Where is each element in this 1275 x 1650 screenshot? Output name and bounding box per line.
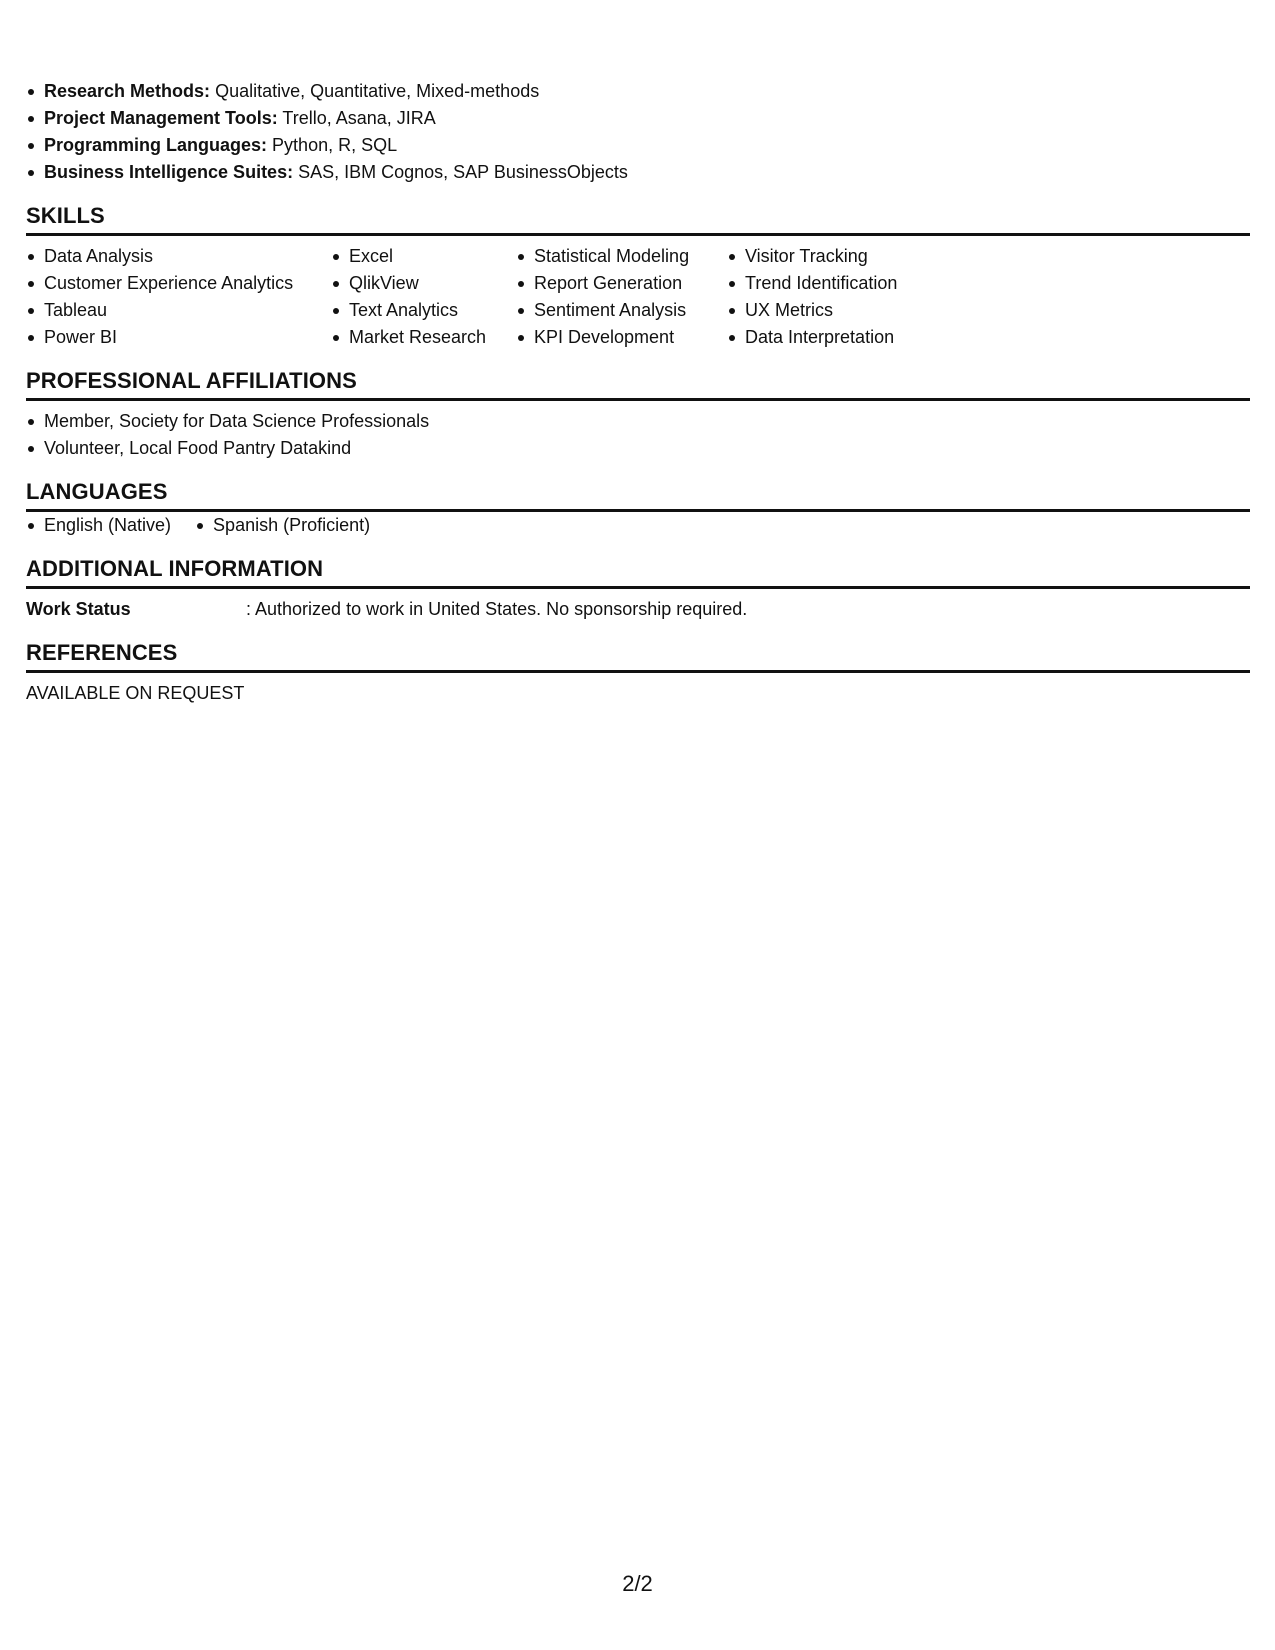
skill-item: KPI Development: [516, 324, 727, 351]
language-item: English (Native): [26, 512, 171, 539]
skill-item: Sentiment Analysis: [516, 297, 727, 324]
references-text: AVAILABLE ON REQUEST: [26, 683, 245, 703]
skill-item: Excel: [331, 243, 516, 270]
skill-item: Report Generation: [516, 270, 727, 297]
page-number: 2/2: [622, 1571, 653, 1596]
section-title-affiliations: PROFESSIONAL AFFILIATIONS: [26, 367, 1250, 401]
work-status-value: : Authorized to work in United States. No sponsorship required.: [246, 599, 748, 619]
additional-info-section: [26, 555, 1250, 623]
section-title-skills: SKILLS: [26, 202, 1250, 236]
section-title-references: REFERENCES: [26, 639, 1250, 673]
languages-section: [26, 478, 1250, 539]
skill-item: QlikView: [331, 270, 516, 297]
skill-item: Tableau: [26, 297, 331, 324]
list-item: [26, 105, 1250, 132]
skills-grid: [26, 243, 1250, 351]
list-item: Member, Society for Data Science Professionals: [26, 408, 1250, 435]
affiliations-section: [26, 367, 1250, 462]
skill-item: Customer Experience Analytics: [26, 270, 331, 297]
languages-list: [26, 512, 1250, 539]
tool-label: Programming Languages:: [44, 135, 268, 155]
skill-item: Text Analytics: [331, 297, 516, 324]
work-status-label: Work Status: [26, 599, 131, 619]
tool-value: SAS, IBM Cognos, SAP BusinessObjects: [298, 162, 628, 182]
skills-section: [26, 202, 1250, 351]
skill-item: UX Metrics: [727, 297, 947, 324]
tool-value: Qualitative, Quantitative, Mixed-methods: [215, 81, 540, 101]
skill-item: Visitor Tracking: [727, 243, 947, 270]
section-title-languages: LANGUAGES: [26, 478, 1250, 512]
resume-page: [26, 78, 1250, 707]
section-title-additional: ADDITIONAL INFORMATION: [26, 555, 1250, 589]
affiliations-list: [26, 408, 1250, 462]
work-status-row: [26, 596, 1250, 623]
list-item: [26, 78, 1250, 105]
list-item: [26, 159, 1250, 186]
tool-value: Trello, Asana, JIRA: [282, 108, 436, 128]
skill-item: Statistical Modeling: [516, 243, 727, 270]
references-section: [26, 639, 1250, 707]
skill-item: Data Analysis: [26, 243, 331, 270]
tool-label: Business Intelligence Suites:: [44, 162, 294, 182]
list-item: Volunteer, Local Food Pantry Datakind: [26, 435, 1250, 462]
skill-item: Trend Identification: [727, 270, 947, 297]
list-item: [26, 132, 1250, 159]
tool-label: Research Methods:: [44, 81, 211, 101]
tool-label: Project Management Tools:: [44, 108, 278, 128]
skills-column: [331, 243, 516, 351]
language-item: Spanish (Proficient): [195, 512, 370, 539]
skill-item: Data Interpretation: [727, 324, 947, 351]
skills-column: [727, 243, 947, 351]
skills-column: [516, 243, 727, 351]
tool-value: Python, R, SQL: [272, 135, 398, 155]
skill-item: Power BI: [26, 324, 331, 351]
tools-list: [26, 78, 1250, 186]
skills-column: [26, 243, 331, 351]
skill-item: Market Research: [331, 324, 516, 351]
